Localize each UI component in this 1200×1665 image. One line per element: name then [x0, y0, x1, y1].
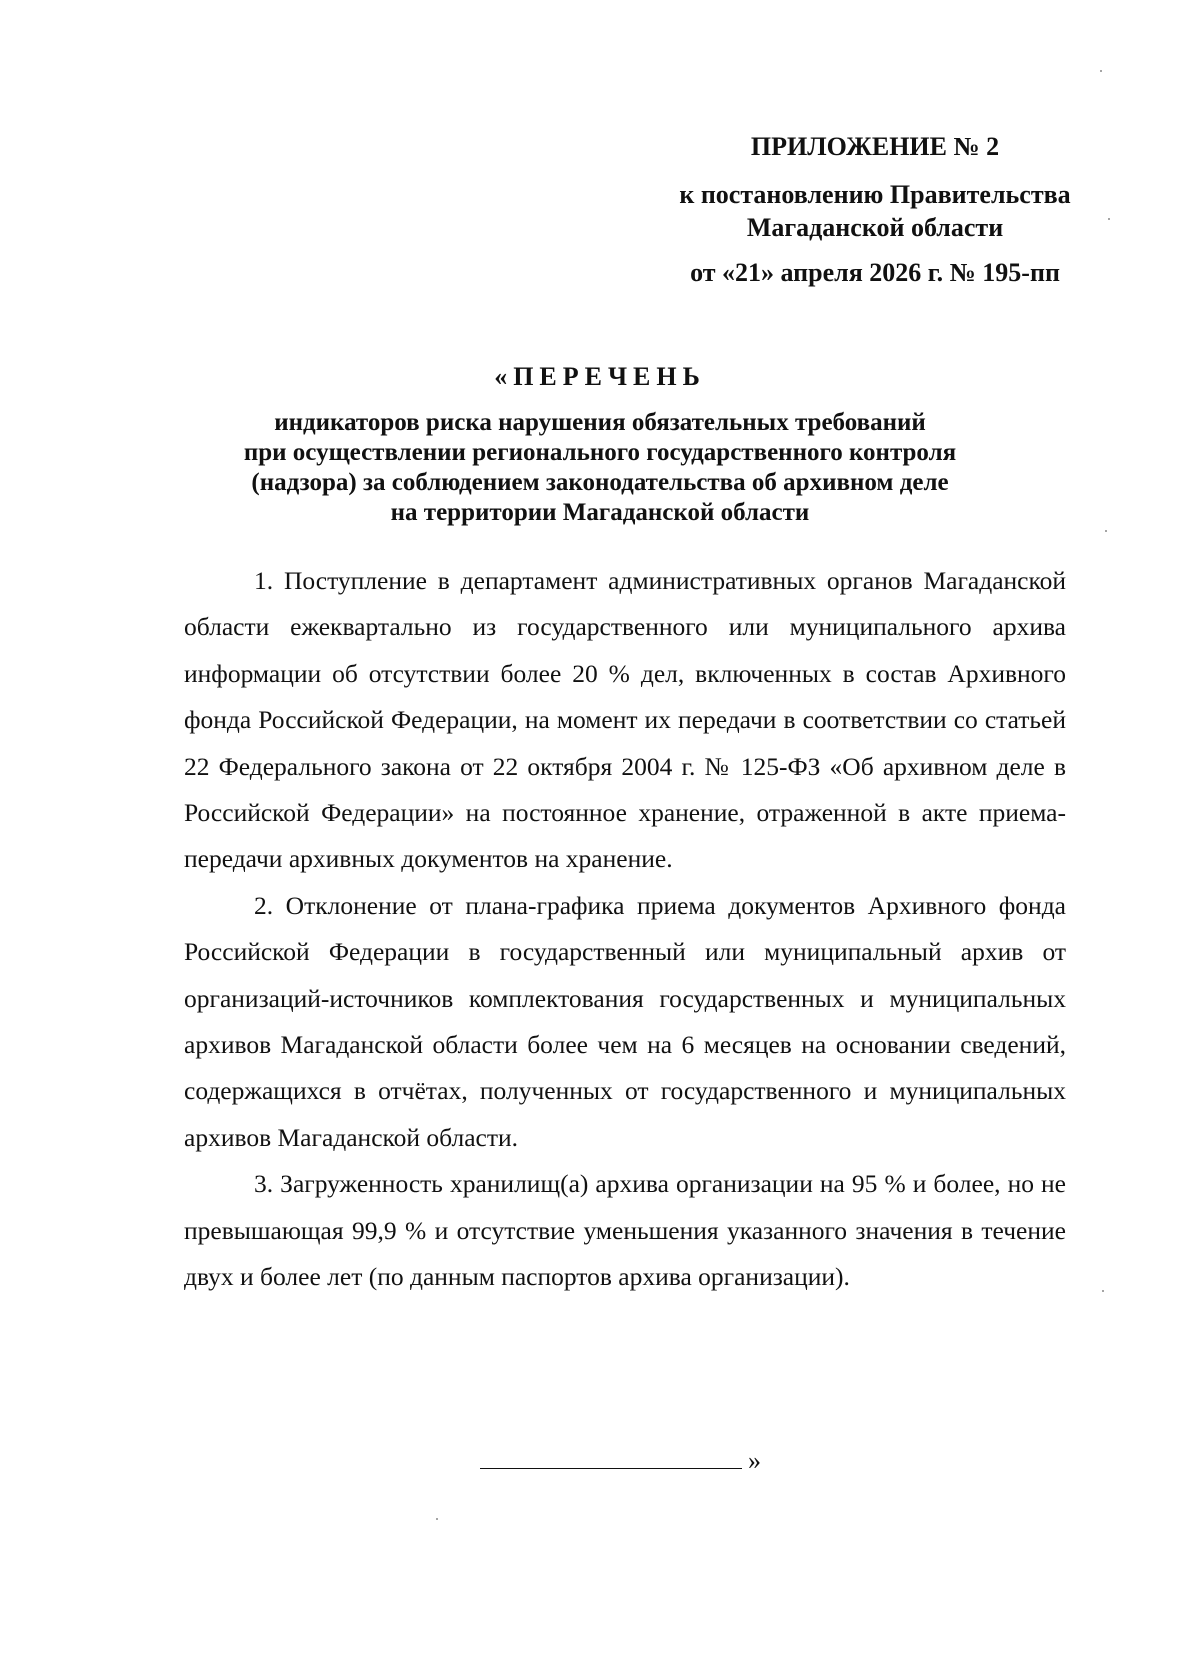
appendix-title: ПРИЛОЖЕНИЕ № 2	[750, 132, 1000, 161]
list-subtitle	[150, 408, 1050, 528]
appendix-reference-line-1: к постановлению Правительства	[679, 180, 1071, 209]
indicator-item-3: 3. Загруженность хранилищ(а) архива организации на 95 % и более, но не превышающая 99,9 % и отсутствие уменьшения указанного значения в течение двух и более лет (по данным паспортов архива организации).	[184, 1169, 1066, 1292]
list-subtitle-line-3: (надзора) за соблюдением законодательства об архивном деле	[251, 469, 949, 496]
indicator-item-2: 2. Отклонение от плана-графика приема документов Архивного фонда Российской Федерации в государственный или муниципальный архив от организаций-источников комплектования государственных и муниципальных архивов Магаданской области более чем на 6 месяцев на основании сведений, содержащихся в отчётах, полученных от государственного и муниципальных архивов Магаданской области.	[184, 890, 1066, 1152]
indicator-item-1: 1. Поступление в департамент административных органов Магаданской области ежеквартально из государственного или муниципального архива информации об отсутствии более 20 % дел, включенных в состав Архивного фонда Российской Федерации, на момент их передачи в соответствии со статьей 22 Федерального закона от 22 октября 2004 г. № 125-ФЗ «Об архивном деле в Российской Федерации» на постоянное хранение, отраженной в акте приема-передачи архивных документов на хранение.	[184, 566, 1066, 874]
indicator-list	[184, 558, 1066, 1301]
scan-speck	[1105, 530, 1107, 532]
appendix-reference-line-2: Магаданской области	[746, 213, 1004, 242]
list-subtitle-line-1: индикаторов риска нарушения обязательных требований	[274, 409, 926, 436]
closing-quote: »	[748, 1446, 761, 1475]
list-heading: «ПЕРЕЧЕНЬ	[494, 362, 706, 391]
appendix-reference	[640, 178, 1110, 244]
closing-line	[480, 1468, 742, 1469]
list-subtitle-line-4: на территории Магаданской области	[390, 499, 810, 526]
scan-speck	[1100, 70, 1102, 72]
scan-speck	[1102, 1290, 1104, 1292]
list-subtitle-line-2: при осуществлении регионального государственного контроля	[243, 439, 957, 466]
appendix-date: от «21» апреля 2026 г. № 195-пп	[690, 258, 1060, 287]
scan-speck	[1108, 218, 1110, 220]
scan-speck	[436, 1518, 438, 1520]
